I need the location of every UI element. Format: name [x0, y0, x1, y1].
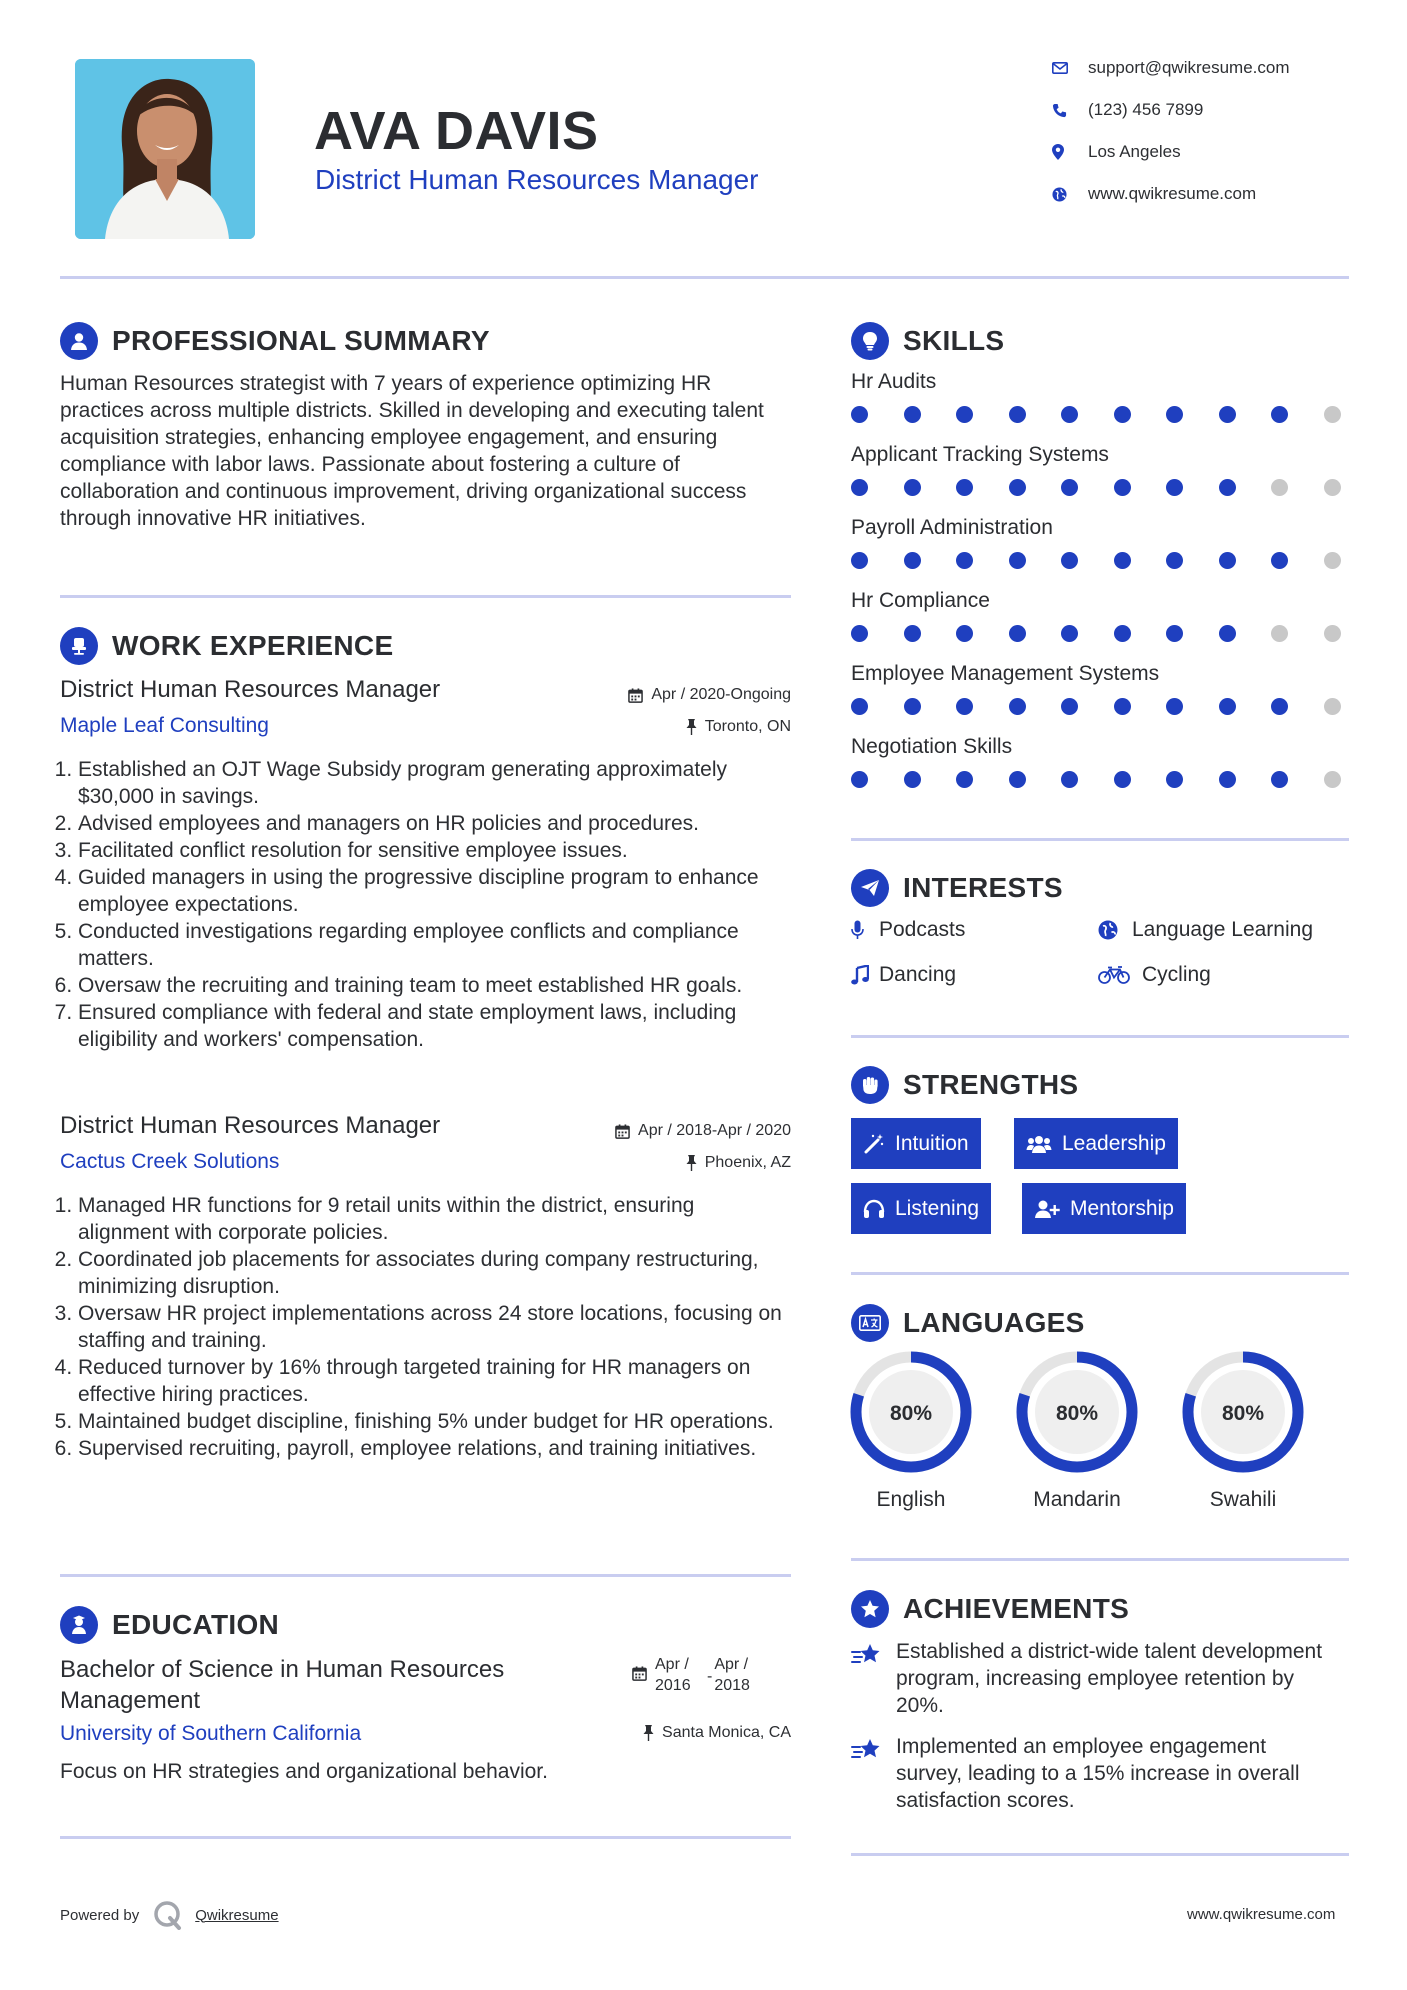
- rating-dot-filled: [1166, 625, 1183, 642]
- job-1-company: Maple Leaf Consulting: [60, 714, 269, 737]
- job-2-location-text: Phoenix, AZ: [704, 1154, 791, 1171]
- skill-row: [851, 589, 1351, 662]
- contact-email[interactable]: [1052, 58, 1290, 78]
- rating-dot-filled: [851, 406, 868, 423]
- education-heading: [60, 1606, 279, 1644]
- shooting-star-icon: [851, 1638, 896, 1668]
- job-2-company: Cactus Creek Solutions: [60, 1150, 280, 1173]
- rating-dot-filled: [1061, 552, 1078, 569]
- skill-rating: [851, 625, 1341, 642]
- interest-label: Dancing: [879, 963, 957, 986]
- headphones-icon: [863, 1199, 885, 1219]
- education-location-text: Santa Monica, CA: [662, 1724, 791, 1741]
- job-1-location: [560, 718, 791, 736]
- education-divider: [60, 1836, 791, 1839]
- rating-dot-filled: [1271, 552, 1288, 569]
- job-1-title: District Human Resources Manager: [60, 676, 441, 703]
- strengths-divider: [851, 1272, 1349, 1275]
- duty-item: 2. Coordinated job placements for associates during company restructuring, minimizing disruption.: [78, 1246, 790, 1300]
- contact-website[interactable]: [1052, 184, 1256, 204]
- candidate-title: District Human Resources Manager: [315, 164, 759, 195]
- language-gauge: [1015, 1350, 1139, 1474]
- rating-dot-filled: [1061, 698, 1078, 715]
- skill-rating: [851, 406, 1341, 423]
- education-start: Apr / 2016: [655, 1656, 691, 1694]
- strength-chip-intuition: [851, 1118, 981, 1169]
- skill-row: [851, 370, 1351, 443]
- rating-dot-filled: [904, 771, 921, 788]
- interest-dancing: [851, 963, 956, 987]
- footer-powered-by: [60, 1900, 279, 1930]
- rating-dot-empty: [1324, 552, 1341, 569]
- achievements-heading: [851, 1590, 1129, 1628]
- envelope-icon: [1052, 62, 1088, 74]
- fist-icon: [851, 1066, 889, 1104]
- summary-text: Human Resources strategist with 7 years of experience optimizing HR practices across multiple districts. Skilled in developing and executing talent acquisition strategies, enhancing employee engagement, and ensuring compliance with labor laws. Passionate about fostering a culture of collaboration and continuous improvement, driving organizational success through innovative HR initiatives.: [60, 372, 764, 530]
- contact-location: [1052, 142, 1181, 162]
- rating-dot-filled: [904, 625, 921, 642]
- education-title: EDUCATION: [112, 1609, 280, 1640]
- rating-dot-filled: [904, 552, 921, 569]
- interest-label: Podcasts: [879, 918, 966, 941]
- interest-label: Cycling: [1142, 963, 1211, 986]
- rating-dot-filled: [1114, 552, 1131, 569]
- education-location: [560, 1724, 791, 1742]
- education-note: Focus on HR strategies and organizational behavior.: [60, 1760, 548, 1783]
- footer-website[interactable]: www.qwikresume.com: [1187, 1906, 1336, 1923]
- rating-dot-filled: [956, 625, 973, 642]
- gauge-percent-label: 80%: [889, 1402, 933, 1425]
- rating-dot-empty: [1324, 698, 1341, 715]
- experience-title: WORK EXPERIENCE: [112, 630, 394, 661]
- rating-dot-filled: [1061, 479, 1078, 496]
- rating-dot-filled: [1009, 479, 1026, 496]
- education-date-sep: -: [707, 1668, 713, 1685]
- rating-dot-filled: [1219, 479, 1236, 496]
- school-name: University of Southern California: [60, 1722, 362, 1745]
- education-dates: [632, 1654, 760, 1696]
- candidate-name: AVA DAVIS: [314, 101, 599, 161]
- interest-podcasts: [851, 918, 965, 942]
- phone-text: (123) 456 7899: [1088, 100, 1204, 119]
- duty-item: 3. Oversaw HR project implementations across 24 store locations, focusing on staffing and training.: [78, 1300, 790, 1354]
- rating-dot-filled: [851, 552, 868, 569]
- summary-divider: [60, 595, 791, 598]
- interest-language-learning: [1098, 918, 1313, 942]
- rating-dot-filled: [1219, 552, 1236, 569]
- strength-label: Leadership: [1062, 1131, 1166, 1155]
- interest-label: Language Learning: [1132, 918, 1314, 941]
- summary-heading: [60, 322, 490, 360]
- job-2-dates: [540, 1122, 791, 1140]
- skills-heading: [851, 322, 1004, 360]
- job-1-dates: [560, 686, 791, 704]
- strength-chip-leadership: [1014, 1118, 1178, 1169]
- rating-dot-filled: [1166, 552, 1183, 569]
- rating-dot-empty: [1324, 406, 1341, 423]
- skills-title: SKILLS: [903, 325, 1005, 356]
- skills-divider: [851, 838, 1349, 841]
- languages-title: LANGUAGES: [903, 1307, 1085, 1338]
- strength-label: Mentorship: [1070, 1196, 1174, 1220]
- bicycle-icon: [1098, 966, 1142, 984]
- globe-icon: [1098, 920, 1132, 940]
- rating-dot-filled: [956, 406, 973, 423]
- users-icon: [1026, 1134, 1052, 1154]
- languages-divider: [851, 1558, 1349, 1561]
- rating-dot-filled: [851, 771, 868, 788]
- job-2-duties: [60, 1192, 790, 1462]
- achievements-title: ACHIEVEMENTS: [903, 1593, 1130, 1624]
- duty-item: 6. Supervised recruiting, payroll, employee relations, and training initiatives.: [78, 1435, 790, 1462]
- language-mandarin: [1015, 1350, 1139, 1512]
- rating-dot-filled: [1009, 406, 1026, 423]
- interests-divider: [851, 1035, 1349, 1038]
- language-gauge: [1181, 1350, 1305, 1474]
- strength-label: Listening: [895, 1196, 980, 1220]
- calendar-icon: [632, 1666, 647, 1681]
- rating-dot-filled: [1219, 406, 1236, 423]
- skill-rating: [851, 698, 1341, 715]
- rating-dot-empty: [1324, 625, 1341, 642]
- skill-name: Employee Management Systems: [851, 662, 1160, 685]
- briefcase-chair-icon: [60, 627, 98, 665]
- languages-heading: [851, 1304, 1085, 1342]
- rating-dot-empty: [1324, 771, 1341, 788]
- rating-dot-filled: [1166, 771, 1183, 788]
- rating-dot-filled: [1009, 698, 1026, 715]
- interest-cycling: [1098, 963, 1211, 987]
- microphone-icon: [851, 920, 879, 940]
- user-plus-icon: [1034, 1199, 1060, 1219]
- rating-dot-filled: [956, 698, 973, 715]
- rating-dot-empty: [1324, 479, 1341, 496]
- calendar-icon: [615, 1124, 630, 1139]
- gauge-percent-label: 80%: [1221, 1402, 1265, 1425]
- rating-dot-filled: [1166, 406, 1183, 423]
- header-divider: [60, 276, 1349, 279]
- rating-dot-filled: [1009, 771, 1026, 788]
- user-circle-icon: [60, 322, 98, 360]
- star-badge-icon: [851, 1590, 889, 1628]
- shooting-star-icon: [851, 1733, 896, 1763]
- rating-dot-filled: [956, 552, 973, 569]
- strengths-heading: [851, 1066, 1078, 1104]
- duty-item: 4. Reduced turnover by 16% through targeted training for HR managers on effective hiring practices.: [78, 1354, 790, 1408]
- job-2-dates-text: Apr / 2018-Apr / 2020: [638, 1122, 791, 1139]
- interests-heading: [851, 869, 1063, 907]
- duty-item: 5. Conducted investigations regarding employee conflicts and compliance matters.: [78, 918, 790, 972]
- rating-dot-filled: [851, 479, 868, 496]
- rating-dot-filled: [956, 479, 973, 496]
- duty-item: 4. Guided managers in using the progressive discipline program to enhance employee expectations.: [78, 864, 790, 918]
- duty-item: 2. Advised employees and managers on HR policies and procedures.: [78, 810, 790, 837]
- contact-phone[interactable]: [1052, 100, 1203, 120]
- calendar-icon: [628, 688, 643, 703]
- language-name: Swahili: [1209, 1488, 1277, 1511]
- profile-photo: [75, 59, 255, 239]
- skill-rating: [851, 552, 1341, 569]
- qwikresume-link[interactable]: Qwikresume: [195, 1906, 279, 1924]
- email-text: support@qwikresume.com: [1088, 58, 1290, 77]
- graduate-icon: [60, 1606, 98, 1644]
- strength-chip-listening: [851, 1183, 991, 1234]
- skill-name: Payroll Administration: [851, 516, 1053, 539]
- rating-dot-filled: [904, 406, 921, 423]
- powered-by-label: Powered by: [60, 1906, 140, 1924]
- job-1-location-text: Toronto, ON: [704, 718, 791, 735]
- pushpin-icon: [643, 1725, 654, 1741]
- map-pin-icon: [1052, 144, 1088, 160]
- gauge-percent-label: 80%: [1055, 1402, 1099, 1425]
- degree-name: Bachelor of Science in Human Resources Management: [60, 1656, 505, 1714]
- rating-dot-filled: [1271, 406, 1288, 423]
- skill-row: [851, 735, 1351, 808]
- job-2-location: [560, 1154, 791, 1172]
- music-note-icon: [851, 965, 879, 985]
- pushpin-icon: [686, 1155, 697, 1171]
- location-text: Los Angeles: [1088, 142, 1181, 161]
- achievement-text: Established a district-wide talent development program, increasing employee retention by 20%.: [896, 1640, 1323, 1717]
- language-icon: [851, 1304, 889, 1342]
- rating-dot-empty: [1271, 625, 1288, 642]
- language-name: English: [876, 1488, 946, 1511]
- rating-dot-filled: [1114, 625, 1131, 642]
- duty-item: 3. Facilitated conflict resolution for sensitive employee issues.: [78, 837, 790, 864]
- skill-rating: [851, 771, 1341, 788]
- achievement-item: [851, 1733, 1336, 1814]
- rating-dot-filled: [1166, 479, 1183, 496]
- skill-row: [851, 516, 1351, 589]
- job-2-title: District Human Resources Manager: [60, 1112, 441, 1139]
- job-1-dates-text: Apr / 2020-Ongoing: [651, 686, 791, 703]
- education-end: Apr / 2018: [714, 1656, 750, 1694]
- skill-row: [851, 662, 1351, 735]
- language-english: [849, 1350, 973, 1512]
- rating-dot-filled: [1114, 698, 1131, 715]
- rating-dot-filled: [1061, 406, 1078, 423]
- language-gauge: [849, 1350, 973, 1474]
- rating-dot-filled: [1271, 698, 1288, 715]
- experience-heading: [60, 627, 393, 665]
- rating-dot-empty: [1271, 479, 1288, 496]
- skill-name: Negotiation Skills: [851, 735, 1013, 758]
- summary-title: PROFESSIONAL SUMMARY: [112, 325, 490, 356]
- rating-dot-filled: [1219, 625, 1236, 642]
- skill-name: Applicant Tracking Systems: [851, 443, 1109, 466]
- rating-dot-filled: [1061, 625, 1078, 642]
- skills-list: [851, 370, 1351, 808]
- paper-plane-icon: [851, 869, 889, 907]
- lightbulb-icon: [851, 322, 889, 360]
- language-name: Mandarin: [1033, 1488, 1121, 1511]
- language-swahili: [1181, 1350, 1305, 1512]
- strength-chip-mentorship: [1022, 1183, 1186, 1234]
- rating-dot-filled: [851, 625, 868, 642]
- rating-dot-filled: [1061, 771, 1078, 788]
- rating-dot-filled: [904, 698, 921, 715]
- duty-item: 7. Ensured compliance with federal and state employment laws, including eligibility and workers' compensation.: [78, 999, 790, 1053]
- rating-dot-filled: [1219, 698, 1236, 715]
- skill-name: Hr Compliance: [851, 589, 990, 612]
- rating-dot-filled: [1114, 771, 1131, 788]
- achievement-text: Implemented an employee engagement survey, leading to a 15% increase in overall satisfaction scores.: [896, 1735, 1300, 1812]
- rating-dot-filled: [1114, 406, 1131, 423]
- rating-dot-filled: [1009, 625, 1026, 642]
- experience-divider: [60, 1574, 791, 1577]
- achievements-divider: [851, 1853, 1349, 1856]
- rating-dot-filled: [904, 479, 921, 496]
- rating-dot-filled: [1271, 771, 1288, 788]
- rating-dot-filled: [1219, 771, 1236, 788]
- rating-dot-filled: [1166, 698, 1183, 715]
- strengths-title: STRENGTHS: [903, 1069, 1079, 1100]
- rating-dot-filled: [851, 698, 868, 715]
- globe-icon: [1052, 187, 1088, 202]
- magic-wand-icon: [863, 1133, 885, 1155]
- duty-item: 5. Maintained budget discipline, finishing 5% under budget for HR operations.: [78, 1408, 790, 1435]
- duty-item: 1. Managed HR functions for 9 retail units within the district, ensuring alignment with corporate policies.: [78, 1192, 790, 1246]
- skill-name: Hr Audits: [851, 370, 937, 393]
- rating-dot-filled: [1009, 552, 1026, 569]
- skill-rating: [851, 479, 1341, 496]
- rating-dot-filled: [1114, 479, 1131, 496]
- strength-label: Intuition: [895, 1131, 969, 1155]
- rating-dot-filled: [956, 771, 973, 788]
- interests-title: INTERESTS: [903, 872, 1063, 903]
- duty-item: 1. Established an OJT Wage Subsidy program generating approximately $30,000 in savings.: [78, 756, 790, 810]
- skill-row: [851, 443, 1351, 516]
- duty-item: 6. Oversaw the recruiting and training team to meet established HR goals.: [78, 972, 790, 999]
- achievement-item: [851, 1638, 1336, 1719]
- job-1-duties: [60, 756, 790, 1053]
- qwikresume-logo-icon: [153, 1900, 183, 1930]
- pushpin-icon: [686, 719, 697, 735]
- phone-icon: [1052, 103, 1088, 118]
- website-text: www.qwikresume.com: [1088, 184, 1257, 203]
